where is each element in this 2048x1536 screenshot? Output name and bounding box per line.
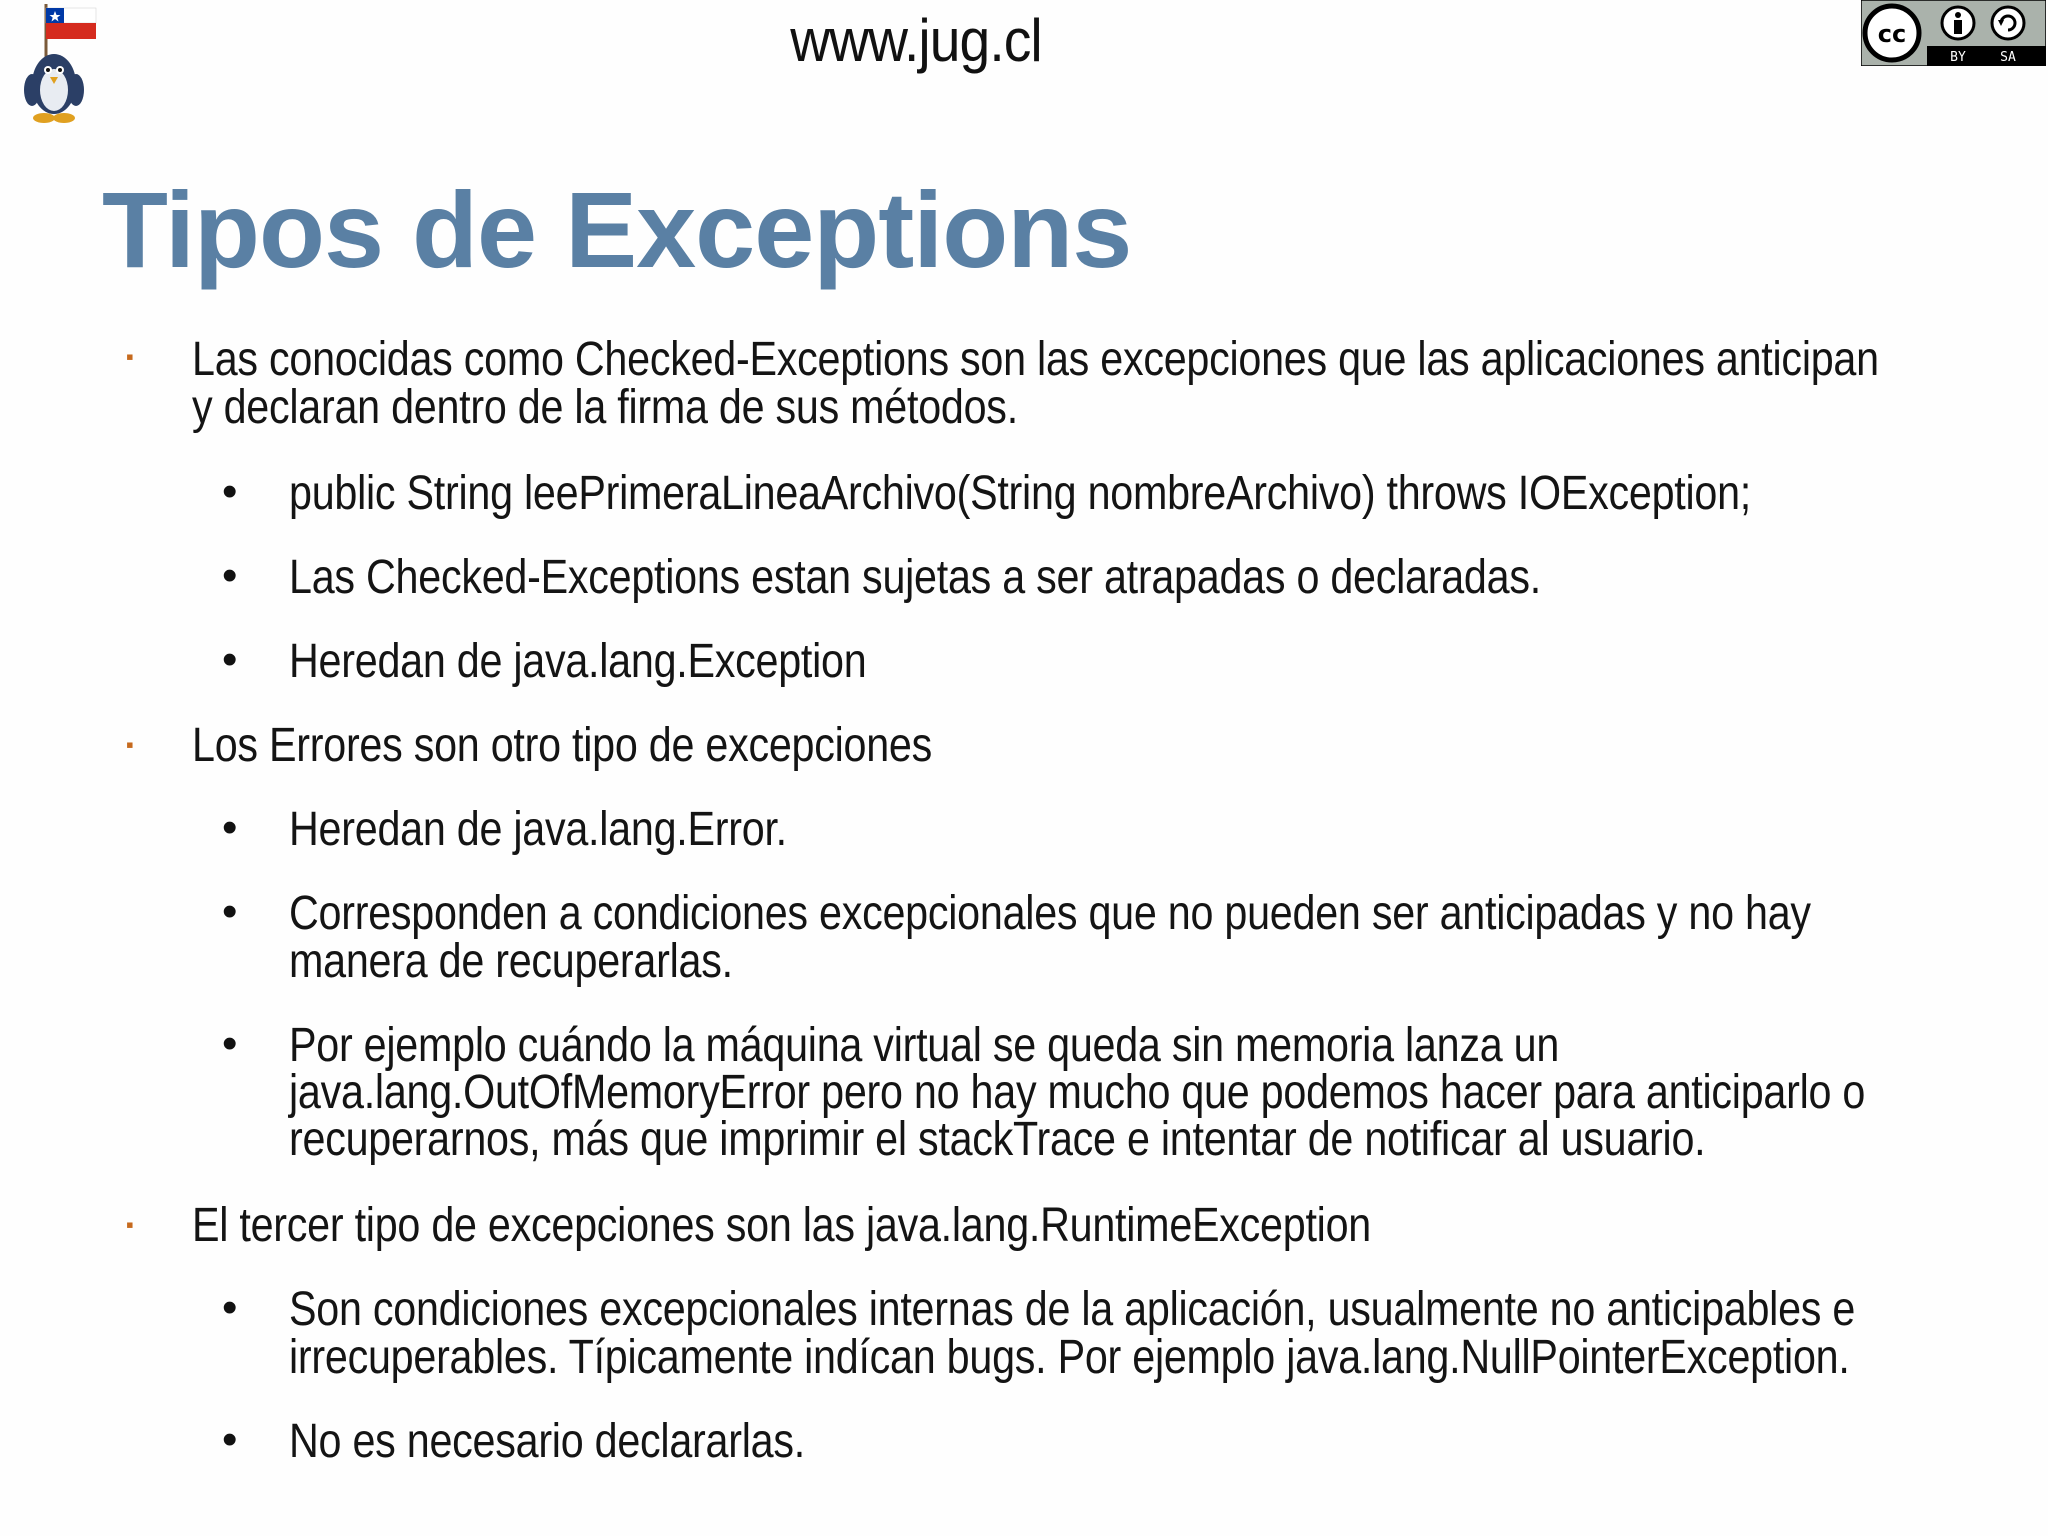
bullet-text-line: manera de recuperarlas. — [289, 935, 733, 988]
bullet-text-line: Por ejemplo cuándo la máquina virtual se queda sin memoria lanza un — [289, 1019, 1560, 1072]
bullet-marker: • — [222, 1283, 238, 1332]
site-url: www.jug.cl — [790, 7, 1042, 74]
bullet-text-line: Las Checked-Exceptions estan sujetas a ser atrapadas o declaradas. — [289, 551, 1541, 604]
bullet-text-line: Corresponden a condiciones excepcionales que no pueden ser anticipadas y no hay — [289, 887, 1811, 940]
bullet-text-line: Los Errores son otro tipo de excepciones — [192, 719, 933, 772]
license-sa-label: SA — [2000, 50, 2016, 65]
bullet-text-line: Las conocidas como Checked-Exceptions son las excepciones que las aplicaciones anticipan — [192, 333, 1879, 386]
svg-text:cc: cc — [1877, 20, 1907, 48]
bullet-text-line: Heredan de java.lang.Error. — [289, 803, 787, 856]
bullet-text-line: No es necesario declararlas. — [289, 1415, 805, 1468]
bullet-marker: ▪ — [126, 1212, 134, 1237]
bullet-text-line: java.lang.OutOfMemoryError pero no hay mucho que podemos hacer para anticiparlo o — [289, 1066, 1866, 1119]
bullet-marker: • — [222, 803, 238, 852]
bullet-text-line: y declaran dentro de la firma de sus métodos. — [192, 381, 1018, 434]
bullet-text-line: irrecuperables. Típicamente indícan bugs. Por ejemplo java.lang.NullPointerException. — [289, 1331, 1850, 1384]
bullet-text-line: Heredan de java.lang.Exception — [289, 635, 867, 688]
bullet-text-line: El tercer tipo de excepciones son las java.lang.RuntimeException — [192, 1199, 1371, 1252]
bullet-marker: ▪ — [126, 344, 134, 369]
bullet-marker: • — [222, 1415, 238, 1464]
bullet-text-line: recuperarnos, más que imprimir el stackTrace e intentar de notificar al usuario. — [289, 1113, 1706, 1166]
bullet-marker: ▪ — [126, 732, 134, 757]
bullet-marker: • — [222, 551, 238, 600]
bullet-marker: • — [222, 1019, 238, 1068]
bullet-marker: • — [222, 467, 238, 516]
bullet-marker: • — [222, 887, 238, 936]
license-by-label: BY — [1950, 50, 1966, 65]
creative-commons-by-sa-icon — [1861, 0, 2046, 66]
bullet-text-line: Son condiciones excepcionales internas de la aplicación, usualmente no anticipables e — [289, 1283, 1856, 1336]
bullet-text-line: public String leePrimeraLineaArchivo(String nombreArchivo) throws IOException; — [289, 467, 1752, 520]
slide-title: Tipos de Exceptions — [102, 169, 1132, 290]
bullet-marker: • — [222, 635, 238, 684]
